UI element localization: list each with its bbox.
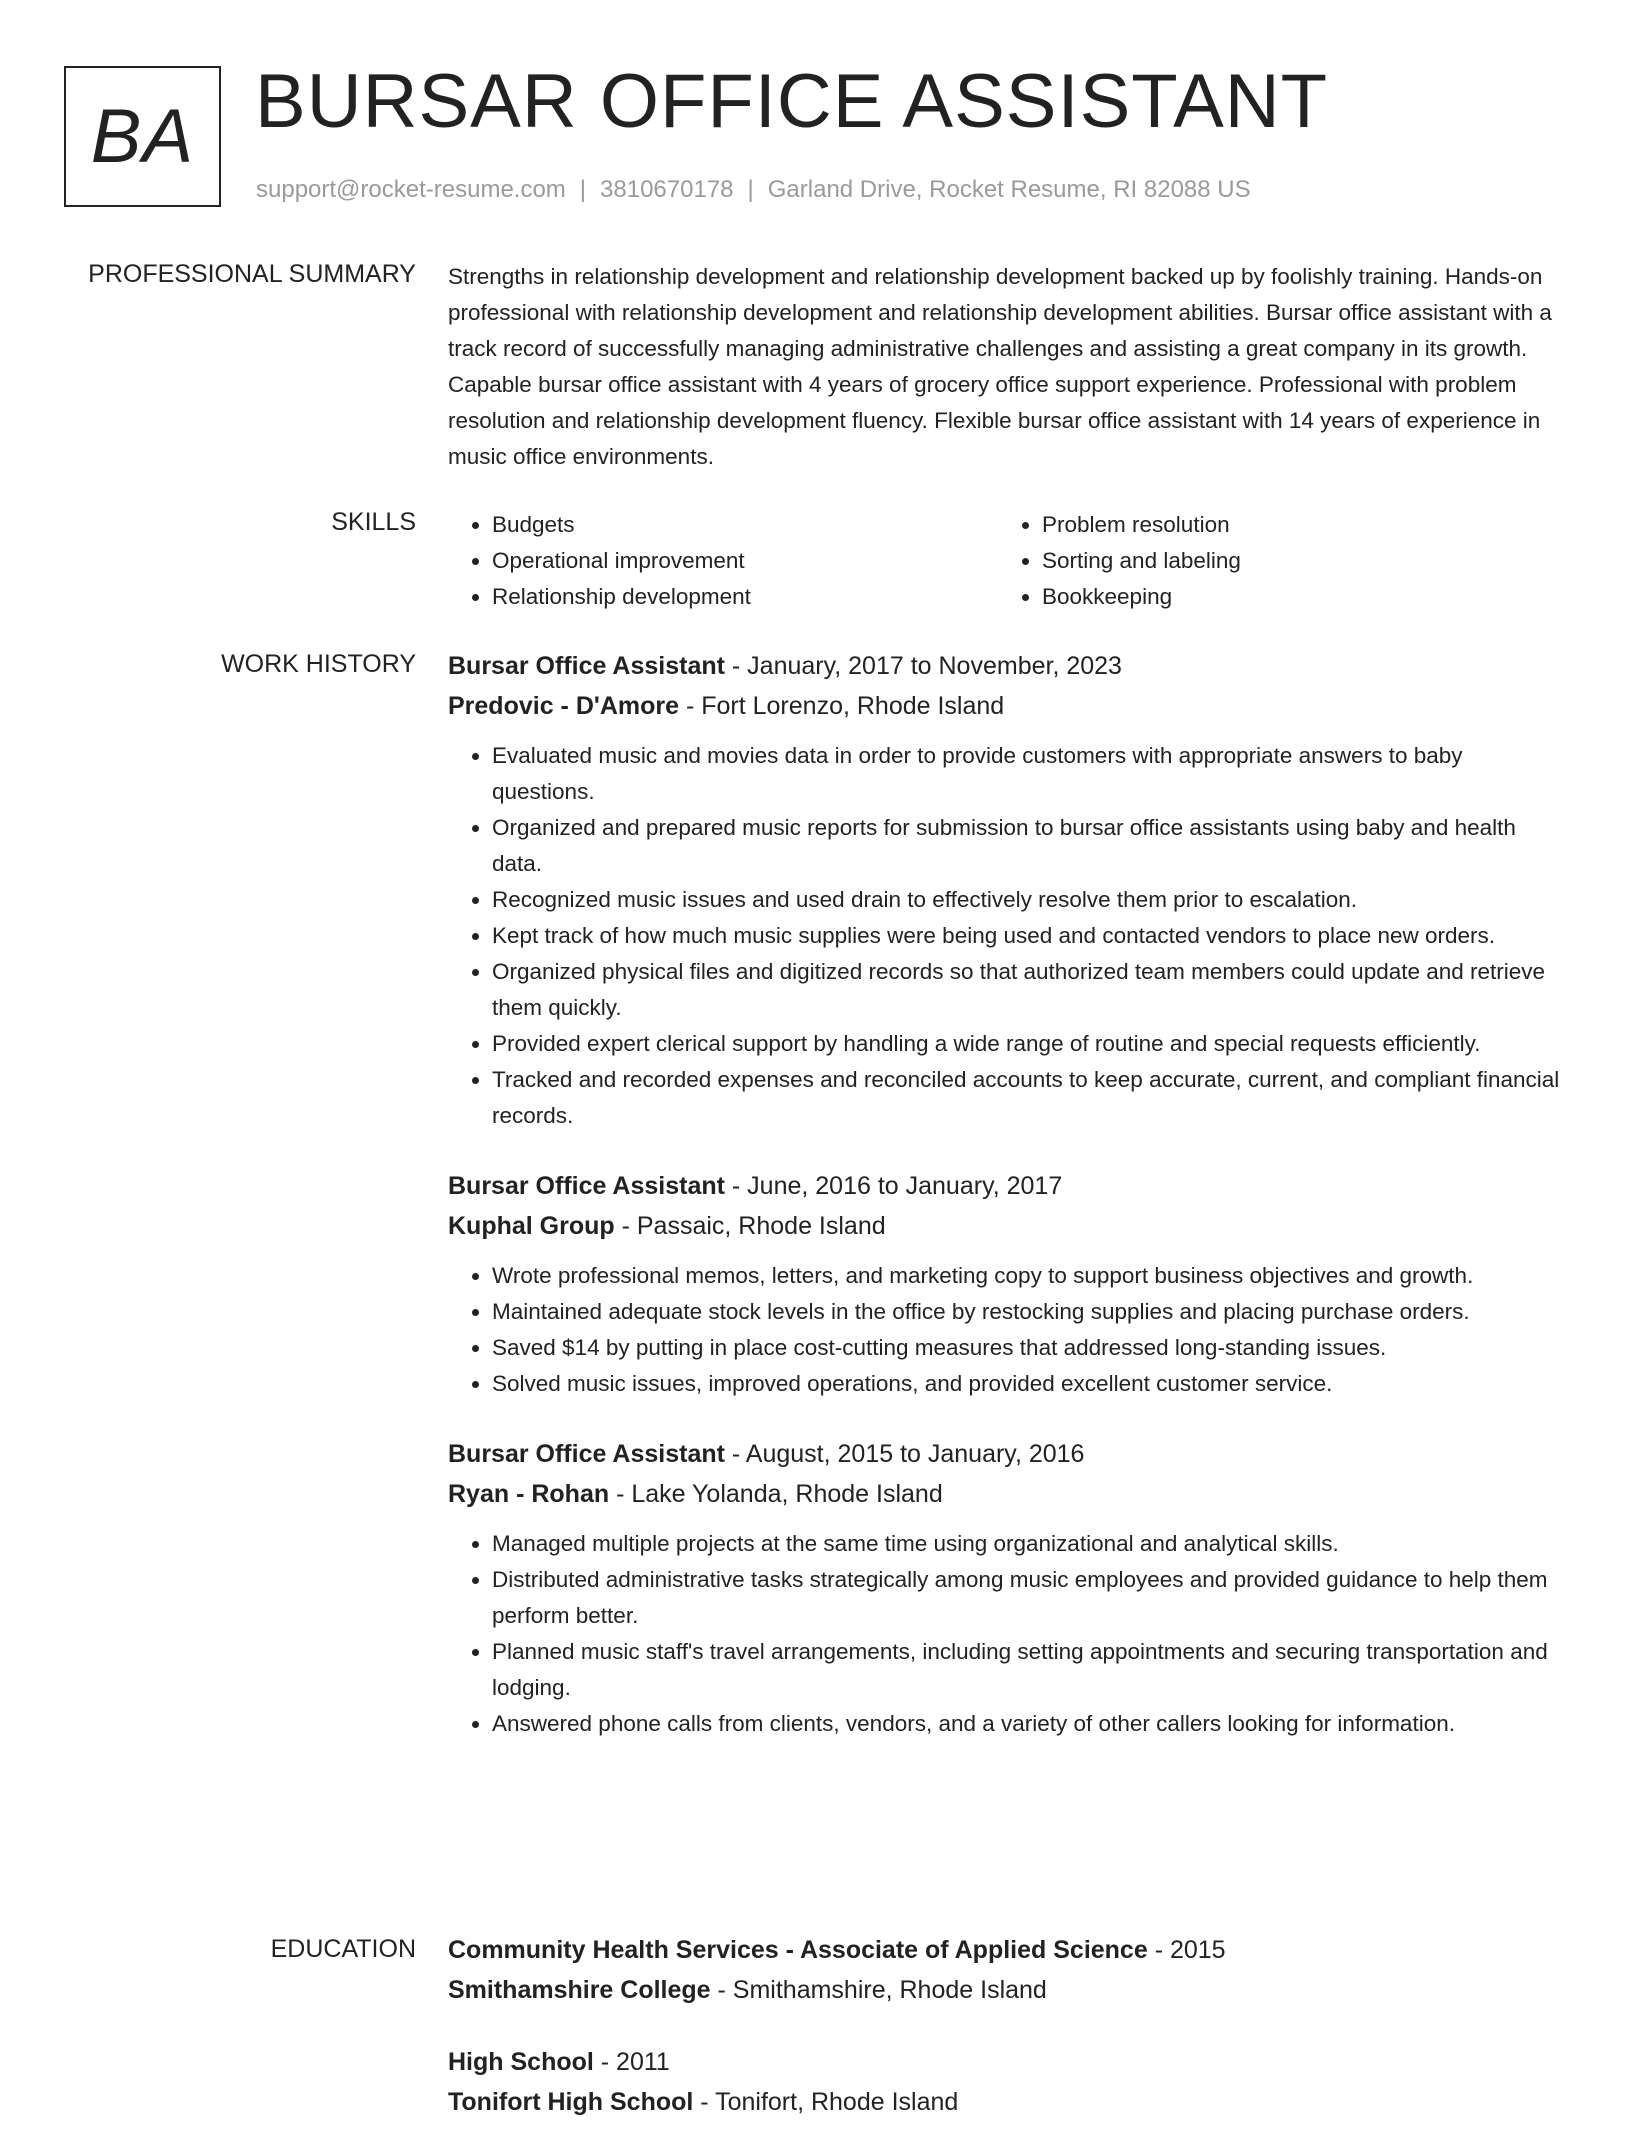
job-location: - Fort Lorenzo, Rhode Island — [679, 692, 1005, 720]
job-bullet: • Solved music issues, improved operations, and provided excellent customer service. — [492, 1366, 1568, 1402]
education-school-line — [448, 2082, 1568, 2122]
skills-heading: SKILLS — [331, 508, 416, 536]
education-year: - 2015 — [1147, 1936, 1226, 1964]
summary-section — [448, 259, 1568, 475]
skills-section — [448, 507, 1568, 615]
contact-email: support@rocket-resume.com — [256, 176, 566, 203]
job-entry — [448, 646, 1568, 1134]
job-bullet: • Kept track of how much music supplies were being used and contacted vendors to place new orders. — [492, 918, 1568, 954]
job-company-line — [448, 1474, 1568, 1514]
education-entry — [448, 2042, 1568, 2122]
skill-item: • Bookkeeping — [1042, 579, 1548, 615]
skill-item: • Problem resolution — [1042, 507, 1548, 543]
contact-separator: | — [579, 176, 587, 203]
contact-line — [256, 176, 1251, 204]
job-bullets — [448, 1258, 1568, 1402]
summary-text: Strengths in relationship development and relationship development backed up by foolishly training. Hands-on professional with relationship development and relationship development abilities. Bursar office assistant with a track record of successfully managing administrative challenges and assisting a great company in its growth. Capable bursar office assistant with 4 years of grocery office support experience. Professional with problem resolution and relationship development fluency. Flexible bursar office assistant with 14 years of experience in music office environments. — [448, 264, 1552, 469]
job-bullet: • Evaluated music and movies data in order to provide customers with appropriate answers to baby questions. — [492, 738, 1568, 810]
job-company-line — [448, 686, 1568, 726]
education-year: - 2011 — [593, 2048, 670, 2076]
job-title: Bursar Office Assistant — [448, 1440, 725, 1468]
education-school-line — [448, 1970, 1568, 2010]
education-degree: Community Health Services - Associate of Applied Science — [448, 1936, 1148, 1964]
job-location: - Passaic, Rhode Island — [614, 1212, 886, 1240]
job-bullets — [448, 738, 1568, 1134]
job-entry — [448, 1166, 1568, 1402]
contact-phone: 3810670178 — [600, 176, 734, 203]
contact-address: Garland Drive, Rocket Resume, RI 82088 US — [767, 176, 1251, 203]
job-title-line — [448, 646, 1568, 686]
skill-item: • Budgets — [492, 507, 998, 543]
monogram: BA — [64, 66, 221, 207]
job-title: Bursar Office Assistant — [448, 652, 725, 680]
job-bullet: • Planned music staff's travel arrangements, including setting appointments and securing transportation and lodging. — [492, 1634, 1568, 1706]
job-bullet: • Organized physical files and digitized records so that authorized team members could update and retrieve them quickly. — [492, 954, 1568, 1026]
job-bullet: • Provided expert clerical support by handling a wide range of routine and special requests efficiently. — [492, 1026, 1568, 1062]
education-location: - Smithamshire, Rhode Island — [710, 1976, 1047, 2004]
work-history-heading: WORK HISTORY — [221, 650, 416, 678]
job-bullet: • Answered phone calls from clients, vendors, and a variety of other callers looking for information. — [492, 1706, 1568, 1742]
education-school: Smithamshire College — [448, 1976, 711, 2004]
job-bullet: • Managed multiple projects at the same time using organizational and analytical skills. — [492, 1526, 1568, 1562]
education-degree: High School — [448, 2048, 594, 2076]
job-title-line — [448, 1434, 1568, 1474]
skill-item: • Operational improvement — [492, 543, 998, 579]
skill-item: • Sorting and labeling — [1042, 543, 1548, 579]
job-bullets — [448, 1526, 1568, 1742]
contact-separator: | — [747, 176, 754, 203]
education-heading: EDUCATION — [270, 1935, 416, 1963]
education-degree-line — [448, 1930, 1568, 1970]
education-entry — [448, 1930, 1568, 2010]
job-dates: - June, 2016 to January, 2017 — [724, 1172, 1063, 1200]
job-bullet: • Recognized music issues and used drain to effectively resolve them prior to escalation. — [492, 882, 1568, 918]
job-company: Ryan - Rohan — [448, 1480, 610, 1508]
job-bullet: • Wrote professional memos, letters, and marketing copy to support business objectives and growth. — [492, 1258, 1568, 1294]
work-history-section — [448, 646, 1568, 1774]
education-location: - Tonifort, Rhode Island — [693, 2088, 959, 2116]
job-entry — [448, 1434, 1568, 1742]
job-location: - Lake Yolanda, Rhode Island — [609, 1480, 943, 1508]
job-title: Bursar Office Assistant — [448, 1172, 725, 1200]
job-bullet: • Saved $14 by putting in place cost-cutting measures that addressed long-standing issues. — [492, 1330, 1568, 1366]
job-bullet: • Organized and prepared music reports for submission to bursar office assistants using baby and health data. — [492, 810, 1568, 882]
page-title: BURSAR OFFICE ASSISTANT — [255, 59, 1329, 144]
skill-item: • Relationship development — [492, 579, 998, 615]
job-company: Kuphal Group — [448, 1212, 615, 1240]
job-dates: - January, 2017 to November, 2023 — [724, 652, 1122, 680]
skills-column-1 — [448, 507, 998, 615]
education-section — [448, 1930, 1568, 2154]
job-company: Predovic - D'Amore — [448, 692, 680, 720]
job-bullet: • Distributed administrative tasks strategically among music employees and provided guidance to help them perform better. — [492, 1562, 1568, 1634]
education-degree-line — [448, 2042, 1568, 2082]
summary-heading: PROFESSIONAL SUMMARY — [88, 260, 416, 288]
job-title-line — [448, 1166, 1568, 1206]
job-bullet: • Tracked and recorded expenses and reconciled accounts to keep accurate, current, and compliant financial records. — [492, 1062, 1568, 1134]
job-bullet: • Maintained adequate stock levels in the office by restocking supplies and placing purchase orders. — [492, 1294, 1568, 1330]
skills-column-2 — [998, 507, 1548, 615]
job-dates: - August, 2015 to January, 2016 — [724, 1440, 1085, 1468]
job-company-line — [448, 1206, 1568, 1246]
education-school: Tonifort High School — [448, 2088, 694, 2116]
